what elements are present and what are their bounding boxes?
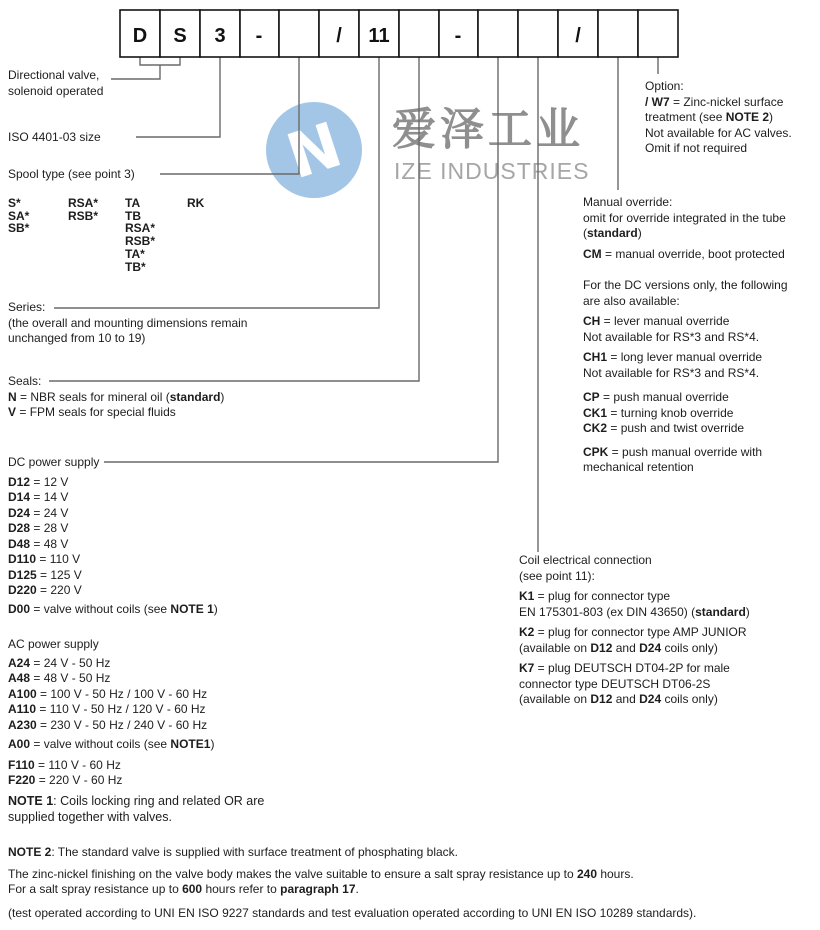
spool-codes-column-2 xyxy=(68,197,98,222)
option-line: treatment (see NOTE 2) xyxy=(645,110,774,124)
series-section xyxy=(8,300,247,347)
dc-entry: D48 = 48 V xyxy=(8,536,69,551)
code-cell-box xyxy=(598,10,638,57)
spool-code: SB* xyxy=(8,221,30,236)
code-cell-char: 11 xyxy=(368,25,390,47)
seals-title: Seals: xyxy=(8,374,42,388)
coil-entry: K2 = plug for connector type AMP JUNIOR xyxy=(519,625,747,639)
coil-entry-line: (available on D12 and D24 coils only) xyxy=(519,640,718,655)
spool-codes-column-3 xyxy=(125,197,155,273)
coil-entry-line: (available on D12 and D24 coils only) xyxy=(519,692,718,706)
manual-override-entry: CK2 = push and twist override xyxy=(583,421,745,435)
connector-directional-valve xyxy=(111,57,180,79)
dc-entry: D110 = 110 V xyxy=(8,552,81,566)
coil-entry: K7 = plug DEUTSCH DT04-2P for male xyxy=(519,661,730,675)
manual-override-line: Not available for RS*3 and RS*4. xyxy=(583,365,760,380)
coil-entry: K1 = plug for connector type xyxy=(519,589,671,603)
ac-entry: A230 = 230 V - 50 Hz / 240 V - 60 Hz xyxy=(8,717,208,732)
code-cell-char: - xyxy=(454,25,462,47)
manual-override-entry: CH = lever manual override xyxy=(583,314,730,328)
manual-override-entry: CH1 = long lever manual override xyxy=(583,350,763,364)
code-cell-box xyxy=(399,10,439,57)
label-line: Directional valve, xyxy=(8,68,100,82)
note2-line: (test operated according to UNI EN ISO 9227 standards and test evaluation operated according to UNI EN ISO 10289 standards). xyxy=(8,905,697,920)
ac-entry: F110 = 110 V - 60 Hz xyxy=(8,757,121,772)
spool-code: RSA* xyxy=(125,221,156,236)
ac-entry: A48 = 48 V - 50 Hz xyxy=(8,671,111,685)
manual-override-section xyxy=(583,195,788,476)
code-cell-box xyxy=(279,10,319,57)
spool-codes-column-1 xyxy=(8,197,29,235)
code-cell-char: 3 xyxy=(214,25,226,47)
manual-override-line: (standard) xyxy=(583,226,642,240)
note2-line: The zinc-nickel finishing on the valve body makes the valve suitable to ensure a salt spray resistance up to 240 hours. xyxy=(8,866,634,881)
code-cell-box xyxy=(638,10,678,57)
coil-connection-section xyxy=(519,553,750,708)
spool-type-label: Spool type (see point 3) xyxy=(8,167,135,181)
spool-code: TB* xyxy=(125,259,146,274)
ac-entry: A100 = 100 V - 50 Hz / 100 V - 60 Hz xyxy=(8,686,208,701)
note2-paragraph xyxy=(8,845,696,921)
dc-entry: D14 = 14 V xyxy=(8,490,69,504)
option-line: Omit if not required xyxy=(645,141,748,155)
manual-override-line: mechanical retention xyxy=(583,460,694,474)
note2-line: For a salt spray resistance up to 600 hours refer to paragraph 17. xyxy=(8,882,359,896)
code-cell-char: D xyxy=(132,25,148,47)
dc-entry: D24 = 24 V xyxy=(8,505,69,520)
manual-override-line: omit for override integrated in the tube xyxy=(583,210,786,225)
spool-code: TB xyxy=(125,208,141,223)
manual-override-line: are also available: xyxy=(583,293,680,308)
coil-entry-line: EN 175301-803 (ex DIN 43650) (standard) xyxy=(519,604,750,619)
manual-override-line: Not available for RS*3 and RS*4. xyxy=(583,329,760,344)
option-section xyxy=(645,79,792,157)
ac-entry: F220 = 220 V - 60 Hz xyxy=(8,773,123,787)
directional-valve-label xyxy=(8,68,103,99)
svg-text:N: N xyxy=(278,107,351,194)
dc-entry: D125 = 125 V xyxy=(8,567,82,582)
seals-section xyxy=(8,374,224,421)
manual-override-entry: CK1 = turning knob override xyxy=(583,405,734,420)
seals-entry: N = NBR seals for mineral oil (standard) xyxy=(8,389,225,404)
ac-entry: A110 = 110 V - 50 Hz / 120 V - 60 Hz xyxy=(8,702,206,716)
connector-spool-type xyxy=(160,57,299,174)
series-title: Series: xyxy=(8,300,46,314)
series-note-line: unchanged from 10 to 19) xyxy=(8,331,146,345)
spool-code: RK xyxy=(187,196,205,210)
spool-code: SA* xyxy=(8,208,30,223)
option-line: Not available for AC valves. xyxy=(645,125,792,140)
watermark-english-text: IZE INDUSTRIES xyxy=(394,158,590,184)
label-line: solenoid operated xyxy=(8,83,104,98)
code-cell-char: / xyxy=(336,25,342,47)
spool-code: RSA* xyxy=(68,196,99,210)
ac-power-title: AC power supply xyxy=(8,637,99,651)
spool-code: RSB* xyxy=(68,208,99,223)
spool-codes-column-4 xyxy=(187,197,204,210)
series-note-line: (the overall and mounting dimensions remain xyxy=(8,315,248,330)
ac-entry: A24 = 24 V - 50 Hz xyxy=(8,655,111,670)
note1-line: supplied together with valves. xyxy=(8,809,172,824)
spool-code: S* xyxy=(8,196,21,210)
manual-override-title: Manual override: xyxy=(583,195,673,209)
connector-iso-size xyxy=(136,57,220,137)
note1-line: NOTE 1: Coils locking ring and related OR are xyxy=(8,794,265,808)
note1-paragraph xyxy=(8,794,264,825)
code-cell-char: S xyxy=(173,25,187,47)
dc-power-title: DC power supply xyxy=(8,455,100,469)
ac-power-supply-section xyxy=(8,637,214,789)
coil-connection-title2: (see point 11): xyxy=(519,568,595,583)
code-cell-box xyxy=(478,10,518,57)
dc-entry: D28 = 28 V xyxy=(8,521,69,535)
coil-connection-title: Coil electrical connection xyxy=(519,553,652,567)
manual-override-entry: CP = push manual override xyxy=(583,390,729,404)
spool-code: TA xyxy=(125,196,141,210)
watermark-chinese-text: 爱泽工业 xyxy=(392,105,584,154)
spool-code: RSB* xyxy=(125,234,156,249)
coil-entry-line: connector type DEUTSCH DT06-2S xyxy=(519,676,711,691)
manual-override-line: For the DC versions only, the following xyxy=(583,278,788,292)
dc-entry: D00 = valve without coils (see NOTE 1) xyxy=(8,601,218,616)
code-cell-char: / xyxy=(575,25,581,47)
note2-line: NOTE 2: The standard valve is supplied with surface treatment of phosphating black. xyxy=(8,845,459,859)
manual-override-entry: CPK = push manual override with xyxy=(583,444,763,459)
dc-power-supply-section xyxy=(8,455,218,617)
code-cell-box xyxy=(518,10,558,57)
seals-entry: V = FPM seals for special fluids xyxy=(8,405,176,419)
iso-size-label: ISO 4401-03 size xyxy=(8,130,101,144)
dc-entry: D12 = 12 V xyxy=(8,474,69,489)
spool-code: TA* xyxy=(125,246,145,261)
option-line: / W7 = Zinc-nickel surface xyxy=(645,94,784,109)
dc-entry: D220 = 220 V xyxy=(8,583,82,597)
code-cell-char: - xyxy=(255,25,263,47)
ac-entry: A00 = valve without coils (see NOTE1) xyxy=(8,737,215,751)
option-title: Option: xyxy=(645,79,684,93)
manual-override-entry: CM = manual override, boot protected xyxy=(583,246,785,261)
